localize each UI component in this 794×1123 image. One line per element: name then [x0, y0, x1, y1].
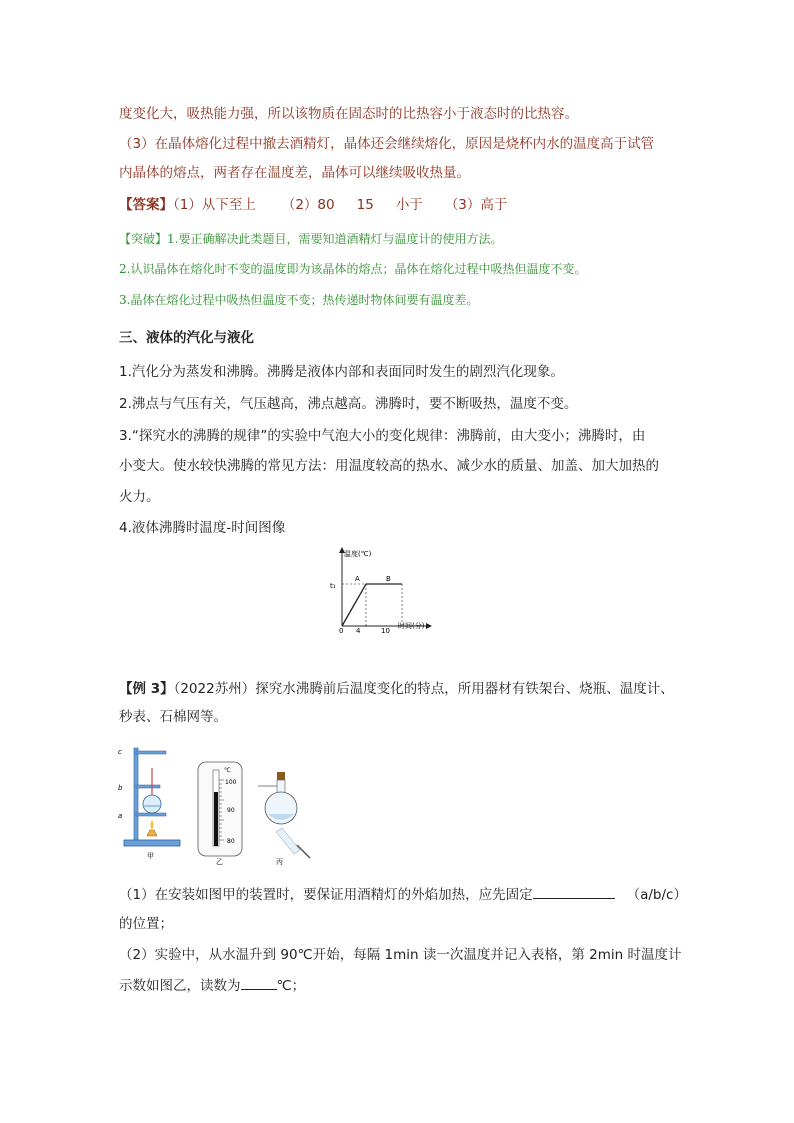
example-line-1	[119, 679, 674, 699]
analysis-line-1: 度变化大，吸热能力强，所以该物质在固态时的比热容小于液态时的比热容。	[119, 106, 578, 122]
x-tick-4: 4	[356, 627, 361, 634]
answer-blank-2[interactable]	[241, 975, 277, 990]
section-title: 三、液体的汽化与液化	[119, 330, 254, 346]
caption-jia: 甲	[147, 852, 154, 860]
question-1-line-2: 的位置；	[119, 916, 173, 932]
section-paragraph-3c: 火力。	[119, 489, 160, 505]
y-tick-t1: t₁	[330, 582, 336, 590]
section-paragraph-4: 4.液体沸腾时温度-时间图像	[119, 520, 286, 536]
ring-a	[136, 813, 166, 816]
answer-tag: 【答案】	[119, 197, 173, 213]
question-2-line-1: （2）实验中，从水温升到 90℃开始，每隔 1min 读一次温度并记入表格，第 2min 时温度计	[119, 947, 682, 963]
section-paragraph-3a: 3.“探究水的沸腾的规律”的实验中气泡大小的变化规律：沸腾前，由大变小；沸腾时，由	[119, 428, 646, 444]
question-1-text: （1）在安装如图甲的装置时，要保证用酒精灯的外焰加热，应先固定	[119, 887, 533, 903]
answer-part-1: （1）从下至上	[173, 197, 256, 213]
answer-part-5: （3）高于	[444, 197, 508, 213]
analysis-line-2: （3）在晶体熔化过程中撤去酒精灯，晶体还会继续熔化，原因是烧杯内水的温度高于试管	[119, 136, 655, 152]
breakthrough-line-3: 3.晶体在熔化过程中吸热但温度不变；热传递时物体间要有温度差。	[119, 293, 479, 307]
example-text-1: （2022苏州）探究水沸腾前后温度变化的特点，所用器材有铁架台、烧瓶、温度计、	[173, 681, 674, 697]
tick-90: 90	[227, 807, 235, 814]
label-a: a	[118, 812, 123, 820]
setup-bing	[258, 772, 310, 865]
section-paragraph-3b: 小变大。使水较快沸腾的常见方法：用温度较高的热水、减少水的质量、加盖、加大加热的	[119, 458, 659, 474]
label-c: c	[118, 748, 122, 756]
stand-base	[124, 840, 180, 846]
question-2-text: 示数如图乙，读数为	[119, 978, 241, 994]
clamp-b	[136, 785, 160, 788]
flame	[151, 820, 154, 830]
analysis-line-3: 内晶体的熔点，两者存在温度差，晶体可以继续吸收热量。	[119, 165, 470, 181]
clamp-c	[136, 751, 166, 754]
temperature-line	[342, 584, 402, 626]
breakthrough-line-1	[119, 229, 502, 249]
setup-jia	[118, 748, 180, 860]
point-b-label: B	[386, 575, 391, 583]
answer-part-2: （2）80	[281, 197, 335, 213]
flask	[143, 795, 161, 813]
question-1-options: （a/b/c）	[626, 887, 687, 903]
answer-blank-1[interactable]	[533, 884, 615, 899]
point-a-label: A	[355, 575, 360, 583]
boiling-graph	[322, 544, 442, 634]
question-2-unit: ℃；	[276, 978, 306, 994]
breakthrough-text-1: 1.要正确解决此类题目，需要知道酒精灯与温度计的使用方法。	[167, 232, 503, 246]
section-paragraph-1: 1.汽化分为蒸发和沸腾。沸腾是液体内部和表面同时发生的剧烈汽化现象。	[119, 364, 564, 380]
answer-part-3: 15	[356, 197, 374, 213]
stand-rod	[134, 748, 138, 840]
answer-line	[119, 195, 507, 215]
caption-bing: 丙	[276, 858, 283, 865]
apparatus-figure	[114, 740, 324, 865]
section-paragraph-2: 2.沸点与气压有关，气压越高，沸点越高。沸腾时，要不断吸热，温度不变。	[119, 396, 578, 412]
y-axis-label: 温度(℃)	[344, 550, 372, 558]
label-b: b	[118, 784, 123, 792]
unit-label: ℃	[224, 767, 231, 774]
cold-plate	[297, 845, 310, 858]
question-2-line-2	[119, 975, 305, 996]
x-tick-0: 0	[339, 627, 344, 634]
tick-100: 100	[225, 779, 237, 786]
mercury-column	[214, 792, 218, 846]
steam-stream	[276, 828, 300, 854]
thermometer-yi	[198, 762, 242, 865]
x-axis-label: 时间(分)	[398, 622, 425, 630]
breakthrough-tag: 【突破】	[119, 232, 168, 246]
example-line-2: 秒表、石棉网等。	[119, 709, 227, 725]
alcohol-lamp	[147, 830, 157, 836]
example-tag: 【例 3】	[119, 681, 174, 697]
x-axis-arrow	[426, 623, 432, 629]
breakthrough-line-2: 2.认识晶体在熔化时不变的温度即为该晶体的熔点；晶体在熔化过程中吸热但温度不变。	[119, 262, 587, 276]
caption-yi: 乙	[216, 858, 223, 865]
tick-80: 80	[227, 838, 235, 845]
x-tick-10: 10	[381, 627, 390, 634]
question-1-line-1	[119, 884, 687, 905]
stopper	[277, 772, 285, 780]
thermometer-body	[198, 762, 242, 856]
answer-part-4: 小于	[395, 197, 423, 213]
